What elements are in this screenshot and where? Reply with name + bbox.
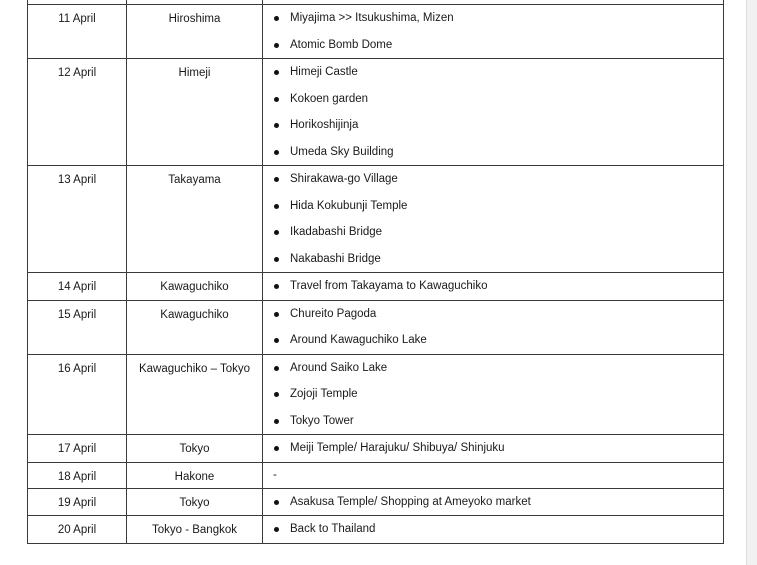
city-cell: Tokyo xyxy=(127,435,263,463)
itinerary-table xyxy=(27,0,724,544)
table-row xyxy=(28,166,724,273)
table-row xyxy=(28,516,724,544)
activity-item: Himeji Castle xyxy=(273,59,723,86)
activity-list xyxy=(273,355,723,435)
date-cell: 18 April xyxy=(28,462,127,488)
page-gutter xyxy=(746,0,757,565)
activities-cell xyxy=(263,462,724,488)
table-row xyxy=(28,488,724,516)
table-row xyxy=(28,273,724,301)
activity-item: Travel from Takayama to Kawaguchiko xyxy=(273,273,723,300)
activity-item: Umeda Sky Building xyxy=(273,139,723,166)
date-cell: 17 April xyxy=(28,435,127,463)
activity-list xyxy=(273,489,723,516)
city-cell: Kawaguchiko – Tokyo xyxy=(127,354,263,435)
activity-list xyxy=(273,435,723,462)
activities-cell xyxy=(263,516,724,544)
activities-cell xyxy=(263,166,724,273)
itinerary-table-body xyxy=(28,0,724,543)
city-cell: Hakone xyxy=(127,462,263,488)
activity-list xyxy=(273,5,723,58)
city-cell: Takayama xyxy=(127,166,263,273)
date-cell: 16 April xyxy=(28,354,127,435)
city-cell: Tokyo - Bangkok xyxy=(127,516,263,544)
date-cell: 15 April xyxy=(28,300,127,354)
activity-list xyxy=(273,301,723,354)
activity-item: Around Kawaguchiko Lake xyxy=(273,327,723,354)
date-cell: 12 April xyxy=(28,59,127,166)
date-cell: 11 April xyxy=(28,5,127,59)
activity-item: Miyajima >> Itsukushima, Mizen xyxy=(273,5,723,32)
activity-item: Hida Kokubunji Temple xyxy=(273,193,723,220)
city-cell: Hiroshima xyxy=(127,5,263,59)
activity-item: Chureito Pagoda xyxy=(273,301,723,328)
activity-item: Around Saiko Lake xyxy=(273,355,723,382)
empty-activity-dash: - xyxy=(273,468,277,481)
activity-item: Atomic Bomb Dome xyxy=(273,32,723,59)
activities-cell xyxy=(263,300,724,354)
activity-list xyxy=(273,59,723,165)
activities-cell xyxy=(263,5,724,59)
date-cell: 13 April xyxy=(28,166,127,273)
activity-list xyxy=(273,516,723,543)
date-cell: 20 April xyxy=(28,516,127,544)
table-row xyxy=(28,59,724,166)
city-cell: Kawaguchiko xyxy=(127,300,263,354)
activities-cell xyxy=(263,354,724,435)
activity-item: Tokyo Tower xyxy=(273,408,723,435)
activity-item: Zojoji Temple xyxy=(273,381,723,408)
activity-item: Asakusa Temple/ Shopping at Ameyoko market xyxy=(273,489,723,516)
activities-cell xyxy=(263,59,724,166)
city-cell: Himeji xyxy=(127,59,263,166)
activities-cell xyxy=(263,435,724,463)
activity-item: Ikadabashi Bridge xyxy=(273,219,723,246)
activities-cell xyxy=(263,488,724,516)
activity-item: Horikoshijinja xyxy=(273,112,723,139)
table-row xyxy=(28,300,724,354)
date-cell: 14 April xyxy=(28,273,127,301)
table-row xyxy=(28,462,724,488)
activity-item: Shirakawa-go Village xyxy=(273,166,723,193)
table-row xyxy=(28,354,724,435)
table-row xyxy=(28,435,724,463)
city-cell: Tokyo xyxy=(127,488,263,516)
activity-item: Meiji Temple/ Harajuku/ Shibuya/ Shinjuku xyxy=(273,435,723,462)
activity-item: Kokoen garden xyxy=(273,86,723,113)
activity-list xyxy=(273,166,723,272)
activities-cell xyxy=(263,273,724,301)
table-row xyxy=(28,5,724,59)
activity-list xyxy=(273,273,723,300)
activity-item: Nakabashi Bridge xyxy=(273,246,723,273)
date-cell: 19 April xyxy=(28,488,127,516)
activity-item: Back to Thailand xyxy=(273,516,723,543)
city-cell: Kawaguchiko xyxy=(127,273,263,301)
